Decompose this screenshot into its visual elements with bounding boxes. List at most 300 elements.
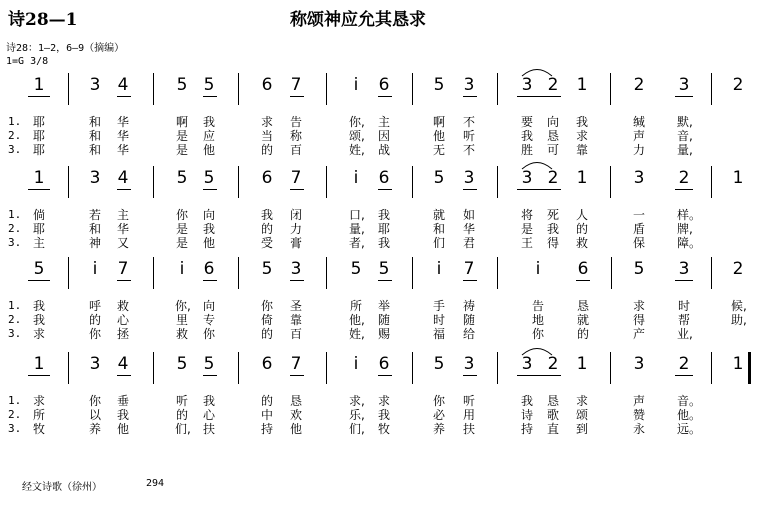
lyric-syllable: 不 [462,143,475,157]
lyric-syllable: 我 [32,313,45,327]
lyric-syllable: 称 [289,129,302,143]
lyric-syllable: 圣 [289,299,302,313]
lyric-syllable: 是 [175,222,188,236]
note: 4 [117,168,129,188]
lyric-syllable: 缄 [632,115,645,129]
lyric-syllable: 可 [546,143,559,157]
lyric-syllable: 牧 [32,422,45,436]
note-underline [517,375,561,376]
lyric-syllable: 声 [632,394,645,408]
lyric-syllable: 业, [677,327,693,341]
note: 7 [290,168,302,188]
lyric-syllable: 倘 [32,208,45,222]
lyric-syllable: 求 [32,327,45,341]
lyric-syllable: 们 [432,236,445,250]
lyric-syllable: 保 [632,236,645,250]
note: 5 [176,75,188,95]
note: 2 [547,354,559,374]
note: 6 [261,75,273,95]
barline [326,257,327,289]
note: 6 [378,354,390,374]
lyric-syllable: 者, [349,236,365,250]
note-underline [576,280,590,281]
note-underline [463,375,477,376]
note: 5 [633,259,645,279]
note: 3 [521,168,533,188]
barline [153,73,154,105]
note-underline [290,280,304,281]
lyric-syllable: 求, [349,394,365,408]
lyric-syllable: 就 [432,208,445,222]
note: 4 [117,75,129,95]
lyric-syllable: 产 [632,327,645,341]
barline [611,257,612,289]
note: 1 [33,354,45,374]
psalm-number: 诗28—1 [8,10,78,30]
lyric-syllable: 的 [576,327,589,341]
lyric-syllable: 你, [175,299,191,313]
note-underline [28,96,50,97]
lyric-syllable: 和 [88,143,101,157]
lyric-syllable: 量, [677,143,693,157]
lyric-syllable: 主 [116,208,129,222]
lyric-syllable: 扶 [462,422,475,436]
barline [610,73,611,105]
lyric-syllable: 的 [88,313,101,327]
lyric-syllable: 求 [377,394,390,408]
lyric-syllable: 力 [632,143,645,157]
barline [68,352,69,384]
lyric-syllable: 耶 [32,143,45,157]
lyric-syllable: 帮 [677,313,690,327]
lyric-syllable: 和 [88,222,101,236]
lyric-syllable: 和 [88,115,101,129]
lyric-syllable: 华 [116,222,129,236]
lyric-syllable: 的 [575,222,588,236]
lyric-syllable: 你 [88,327,101,341]
note-underline [675,375,693,376]
verse-number: 2. [8,129,22,142]
note: 5 [33,259,45,279]
note: i [535,259,541,279]
lyric-syllable: 战 [377,143,390,157]
lyric-syllable: 他 [202,236,215,250]
lyric-syllable: 随 [462,313,475,327]
lyric-syllable: 恳 [546,394,559,408]
lyric-syllable: 样。 [677,208,702,222]
lyric-syllable: 华 [116,129,129,143]
lyric-syllable: 呼 [88,299,101,313]
barline [68,166,69,198]
verse-number: 1. [8,208,22,221]
lyric-syllable: 华 [116,143,129,157]
lyric-syllable: 如 [462,208,475,222]
note: 6 [203,259,215,279]
lyric-syllable: 祷 [462,299,475,313]
lyric-syllable: 默, [677,115,693,129]
lyric-syllable: 颂, [349,129,365,143]
lyric-syllable: 的 [260,327,273,341]
verse-number: 1. [8,394,22,407]
note: 3 [290,259,302,279]
lyric-syllable: 候, [731,299,747,313]
lyric-syllable: 里 [175,313,188,327]
lyric-syllable: 障。 [677,236,702,250]
lyric-syllable: 闭 [289,208,302,222]
lyric-syllable: 我 [202,115,215,129]
lyric-syllable: 的 [260,394,273,408]
lyric-syllable: 到 [575,422,588,436]
note: 5 [176,354,188,374]
lyric-syllable: 求 [32,394,45,408]
lyric-syllable: 欢 [289,408,302,422]
lyric-syllable: 我 [202,222,215,236]
lyric-syllable: 听 [175,394,188,408]
lyric-syllable: 向 [546,115,559,129]
barline [610,352,611,384]
verse-number: 3. [8,327,22,340]
lyric-syllable: 诗 [520,408,533,422]
lyric-syllable: 歌 [546,408,559,422]
lyric-syllable: 的 [260,222,273,236]
barline [326,352,327,384]
lyric-syllable: 胜 [520,143,533,157]
lyric-syllable: 赞 [632,408,645,422]
barline [711,73,712,105]
note-underline [378,375,392,376]
lyric-syllable: 耶 [32,222,45,236]
lyric-syllable: 人 [575,208,588,222]
barline [610,166,611,198]
lyric-syllable: 耶 [32,129,45,143]
lyric-syllable: 持 [260,422,273,436]
lyric-syllable: 牌, [677,222,693,236]
lyric-syllable: 百 [289,327,302,341]
lyric-syllable: 他。 [677,408,702,422]
note-underline [28,189,50,190]
barline [412,352,413,384]
lyric-syllable: 是 [175,236,188,250]
lyric-syllable: 必 [432,408,445,422]
note: 1 [576,75,588,95]
lyric-syllable: 时 [432,313,445,327]
lyric-syllable: 应 [202,129,215,143]
note-underline [517,96,561,97]
lyric-syllable: 乐, [349,408,365,422]
note: 1 [33,75,45,95]
lyric-syllable: 得 [632,313,645,327]
barline [153,166,154,198]
lyric-syllable: 他 [202,143,215,157]
lyric-syllable: 口, [349,208,365,222]
lyric-syllable: 神 [88,236,101,250]
note: 6 [577,259,589,279]
lyric-syllable: 百 [289,143,302,157]
note-underline [378,96,392,97]
lyric-syllable: 你 [260,299,273,313]
note: 7 [290,75,302,95]
lyric-syllable: 靠 [575,143,588,157]
note-underline [675,280,693,281]
barline [412,166,413,198]
lyric-syllable: 我 [260,208,273,222]
lyric-syllable: 我 [377,208,390,222]
lyric-syllable: 向 [202,299,215,313]
lyric-syllable: 我 [575,115,588,129]
note: 5 [176,168,188,188]
note: 2 [547,75,559,95]
note-underline [463,189,477,190]
lyric-syllable: 养 [432,422,445,436]
lyric-syllable: 你, [349,115,365,129]
lyric-syllable: 颂 [575,408,588,422]
lyric-syllable: 恳 [546,129,559,143]
lyric-syllable: 若 [88,208,101,222]
lyric-syllable: 福 [432,327,445,341]
barline [412,257,413,289]
note: 5 [261,259,273,279]
lyric-syllable: 我 [520,394,533,408]
lyric-syllable: 我 [377,236,390,250]
lyric-syllable: 你 [88,394,101,408]
note: 3 [463,354,475,374]
lyric-syllable: 养 [88,422,101,436]
lyric-syllable: 王 [520,236,533,250]
lyric-syllable: 救 [116,299,129,313]
lyric-syllable: 靠 [289,313,302,327]
lyric-syllable: 华 [116,115,129,129]
lyric-syllable: 一 [632,208,645,222]
note: 6 [261,354,273,374]
barline [238,257,239,289]
note: 3 [678,259,690,279]
lyric-syllable: 就 [576,313,589,327]
lyric-syllable: 永 [632,422,645,436]
lyric-syllable: 主 [377,115,390,129]
barline [326,166,327,198]
lyric-syllable: 直 [546,422,559,436]
note: 5 [203,75,215,95]
note-underline [28,375,50,376]
note: 3 [463,168,475,188]
note: 5 [203,168,215,188]
note: 7 [117,259,129,279]
lyric-syllable: 受 [260,236,273,250]
note: 2 [732,75,744,95]
lyric-syllable: 不 [462,115,475,129]
note: 6 [378,168,390,188]
lyric-syllable: 将 [520,208,533,222]
barline [497,166,498,198]
lyric-syllable: 中 [260,408,273,422]
lyric-syllable: 音, [677,129,693,143]
note: 4 [117,354,129,374]
lyric-syllable: 告 [289,115,302,129]
note-underline [675,189,693,190]
lyric-syllable: 恳 [576,299,589,313]
lyric-syllable: 音。 [677,394,702,408]
note: 1 [732,354,744,374]
note: 3 [89,75,101,95]
note: 5 [433,75,445,95]
note: i [353,168,359,188]
note-underline [28,280,50,281]
lyric-syllable: 手 [432,299,445,313]
verse-number: 3. [8,143,22,156]
lyric-syllable: 倚 [260,313,273,327]
lyric-syllable: 死 [546,208,559,222]
lyric-syllable: 是 [175,129,188,143]
verse-number: 1. [8,299,22,312]
lyric-syllable: 啊 [432,115,445,129]
barline [711,352,712,384]
lyric-syllable: 他, [349,313,365,327]
lyric-syllable: 专 [202,313,215,327]
note: 2 [547,168,559,188]
note: 2 [678,354,690,374]
note: 6 [261,168,273,188]
song-title: 称颂神应允其恳求 [290,10,426,30]
lyric-syllable: 所 [349,299,362,313]
note: 1 [576,168,588,188]
lyric-syllable: 扶 [202,422,215,436]
barline [497,73,498,105]
lyric-syllable: 的 [175,408,188,422]
barline [68,257,69,289]
lyric-syllable: 用 [462,408,475,422]
lyric-syllable: 的 [260,143,273,157]
note: 5 [433,168,445,188]
verse-number: 2. [8,408,22,421]
lyric-syllable: 膏 [289,236,302,250]
note-underline [117,375,131,376]
lyric-syllable: 牧 [377,422,390,436]
lyric-syllable: 听 [462,129,475,143]
barline [68,73,69,105]
verse-number: 3. [8,236,22,249]
lyric-syllable: 你 [202,327,215,341]
note: 3 [521,354,533,374]
lyric-syllable: 随 [377,313,390,327]
barline [153,257,154,289]
note: 1 [33,168,45,188]
note: 3 [89,168,101,188]
lyric-syllable: 我 [116,408,129,422]
lyric-syllable: 他 [432,129,445,143]
note: 7 [290,354,302,374]
note: 2 [678,168,690,188]
lyric-syllable: 量, [349,222,365,236]
lyric-syllable: 得 [546,236,559,250]
lyric-syllable: 地 [531,313,544,327]
note-underline [463,96,477,97]
note: 3 [89,354,101,374]
lyric-syllable: 心 [116,313,129,327]
lyric-syllable: 给 [462,327,475,341]
lyric-syllable: 恳 [289,394,302,408]
lyric-syllable: 求 [575,129,588,143]
lyric-syllable: 华 [462,222,475,236]
slur [519,158,555,170]
slur [519,65,555,77]
note: 5 [203,354,215,374]
lyric-syllable: 举 [377,299,390,313]
lyric-syllable: 声 [632,129,645,143]
note-underline [117,189,131,190]
note: i [92,259,98,279]
lyric-syllable: 耶 [32,115,45,129]
note: 6 [378,75,390,95]
note: 3 [463,75,475,95]
note: 2 [732,259,744,279]
verse-number: 3. [8,422,22,435]
lyric-syllable: 你 [175,208,188,222]
note-underline [378,189,392,190]
barline [711,166,712,198]
lyric-syllable: 垂 [116,394,129,408]
key-signature: 1=G 3/8 [6,56,49,67]
lyric-syllable: 求 [260,115,273,129]
note: 2 [633,75,645,95]
lyric-syllable: 们, [175,422,191,436]
scripture-source: 诗28：1—2，6—9（摘编） [6,43,125,54]
lyric-syllable: 赐 [377,327,390,341]
lyric-syllable: 我 [546,222,559,236]
lyric-syllable: 你 [531,327,544,341]
slur [519,344,555,356]
lyric-syllable: 求 [632,299,645,313]
barline [412,73,413,105]
verse-number: 2. [8,313,22,326]
note: i [353,75,359,95]
lyric-syllable: 无 [432,143,445,157]
note-underline [675,96,693,97]
lyric-syllable: 君 [462,236,475,250]
lyric-syllable: 要 [520,115,533,129]
barline [326,73,327,105]
note-underline [203,189,217,190]
note-underline [378,280,392,281]
note-underline [203,375,217,376]
note-underline [117,96,131,97]
lyric-syllable: 我 [520,129,533,143]
lyric-syllable: 助, [731,313,747,327]
lyric-syllable: 我 [32,299,45,313]
footer-book: 经文诗歌（徐州） [22,482,102,493]
lyric-syllable: 心 [202,408,215,422]
barline [238,166,239,198]
lyric-syllable: 所 [32,408,45,422]
note: i [436,259,442,279]
note: 5 [433,354,445,374]
lyric-syllable: 听 [462,394,475,408]
note-underline [203,280,217,281]
verse-number: 1. [8,115,22,128]
lyric-syllable: 持 [520,422,533,436]
lyric-syllable: 们, [349,422,365,436]
lyric-syllable: 救 [575,236,588,250]
note: 3 [678,75,690,95]
lyric-syllable: 他 [289,422,302,436]
barline [238,352,239,384]
barline [497,257,498,289]
verse-number: 2. [8,222,22,235]
lyric-syllable: 求 [575,394,588,408]
note-underline [290,189,304,190]
barline [238,73,239,105]
lyric-syllable: 啊 [175,115,188,129]
lyric-syllable: 力 [289,222,302,236]
